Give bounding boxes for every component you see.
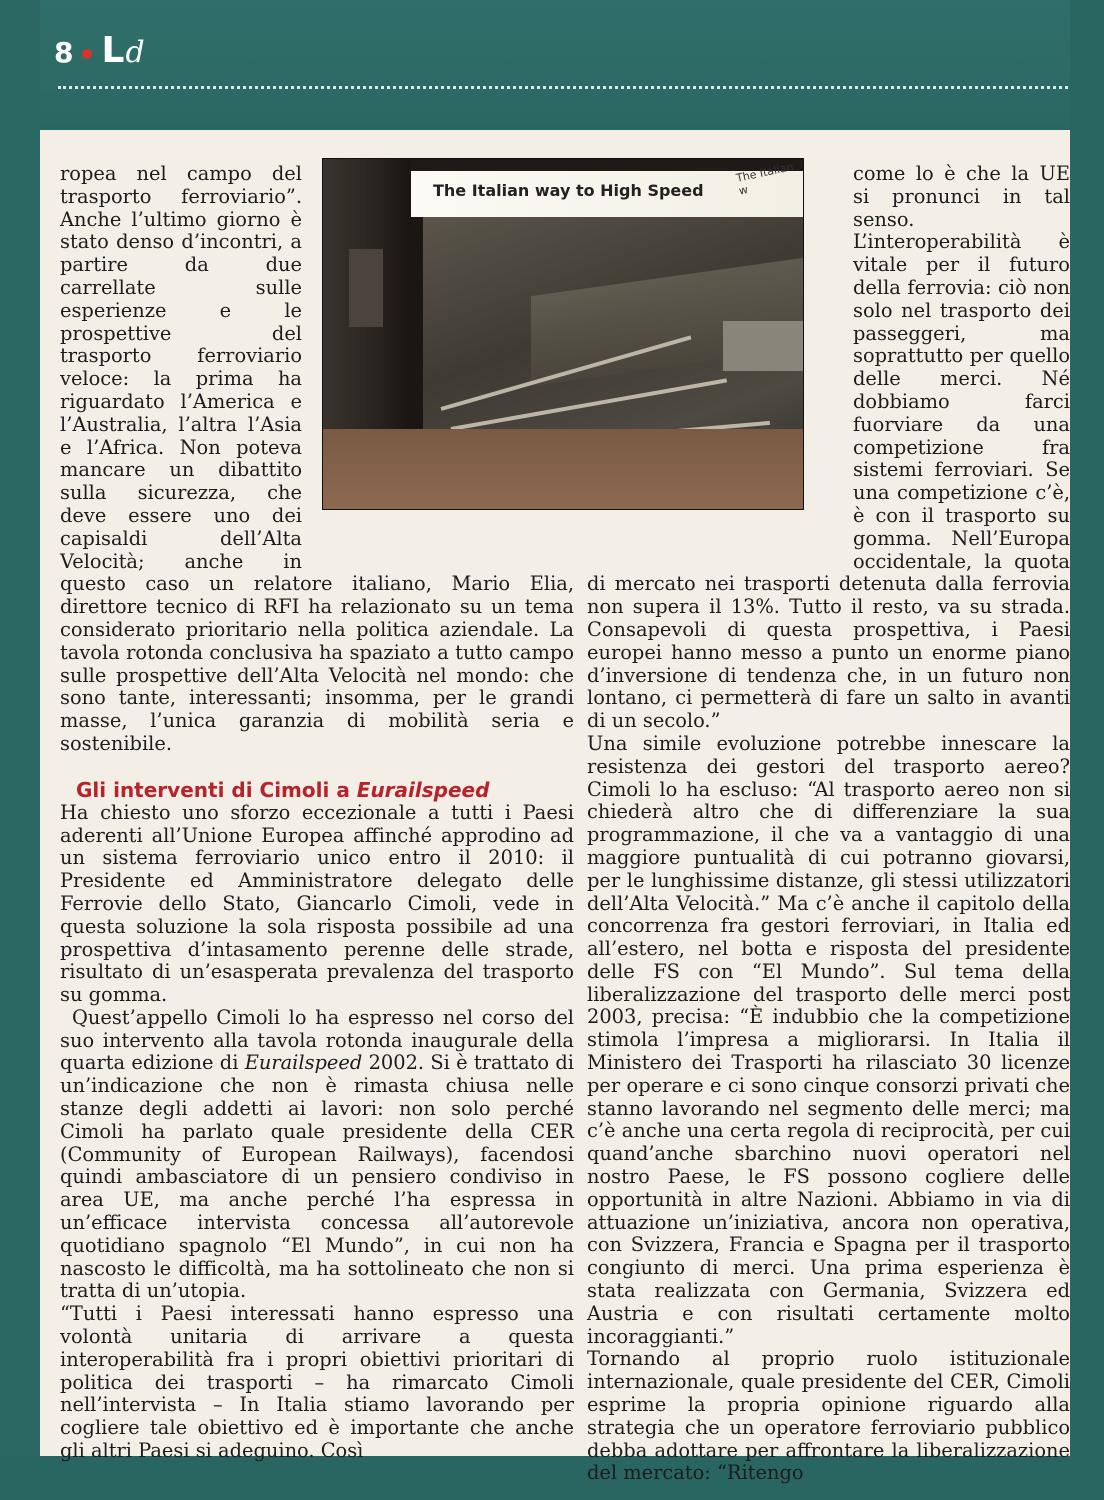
paragraph-eurailspeed-1: Ha chiesto uno sforzo eccezionale a tutti i Paesi aderenti all’Unione Europea affinché approdino ad un sistema ferroviario unico entro il 2010: il Presidente ed Amministratore delegato delle Ferrovie dello Stato, Giancarlo Cimoli, vede in questa soluzione la sola risposta possibile ad una prospettiva d’intasamento perenne delle strade, risultato di un’esasperata prevalenza del trasporto su gomma.	[60, 800, 574, 1007]
section-heading	[76, 778, 574, 802]
right-paragraph-3: Tornando al proprio ruolo istituzionale internazionale, quale presidente del CER, Cimoli esprime la propria opinione riguardo alla strategia che un operatore ferroviario pubblico debba adottare per affrontare la liberalizzazione del mercato: “Ritengo	[587, 1347, 1070, 1485]
section-heading-italic: Eurailspeed	[356, 777, 490, 802]
page-header	[54, 30, 145, 70]
intro-paragraph: ropea nel campo del trasporto ferroviario”. Anche l’ultimo giorno è stato denso d’incontri, a partire da due carrellate sulle esperienze e le prospettive del trasporto ferroviario veloce: la prima ha riguardato l’America e l’Australia, l’altra l’Asia e l’Africa. Non poteva mancare un dibattito sulla sicurezza, che deve essere uno dei capisaldi dell’Alta Velocità; anche in questo caso un relatore italiano, Mario Elia, direttore tecnico di RFI ha relazionato su un tema considerato prioritario nella politica aziendale. La tavola rotonda conclusiva ha spaziato a tutto campo sulle prospettive dell’Alta Velocità nel mondo: che sono tante, interessanti; insomma, per le grandi masse, l’unica garanzia di mobilità seria e sostenibile.	[60, 162, 574, 755]
photo-banner-text: The Italian way to High Speed	[433, 181, 704, 200]
magazine-logo-l: L	[101, 30, 125, 71]
photo-rail-track	[451, 378, 727, 431]
top-color-band	[0, 0, 1104, 130]
paragraph-3-italic: Eurailspeed	[244, 1051, 363, 1075]
header-dotted-rule	[58, 86, 1068, 89]
magazine-logo-d: d	[125, 35, 145, 70]
right-paragraph-1: come lo è che la UE si pronunci in tal senso. L’interoperabilità è vitale per il futuro della ferrovia: ciò non solo nel trasporto dei passeggeri, ma soprattutto per quello delle merci. Né dobbiamo farci fuorviare da una competizione fra sistemi ferroviari. Se una competizione c’è, è con il trasporto su gomma. Nell’Europa occidentale, la quota di mercato nei trasporti detenuta dalla ferrovia non supera il 13%. Tutto il resto, va su strada. Consapevoli di questa prospettiva, i Paesi europei hanno messo a punto un enorme piano d’inversione di tendenza che, in un futuro non lontano, ci permetterà di fare un salto in avanti di un secolo.”	[587, 162, 1070, 733]
page-number: 8	[54, 36, 74, 69]
photo-info-panel-right	[723, 321, 804, 371]
right-color-band	[1070, 0, 1104, 1500]
paragraph-3-start: Quest’appello Cimoli lo ha espresso nel corso del suo intervento alla tavola rotonda inaugurale della quarta edizione di	[60, 1005, 574, 1075]
exhibition-photo	[322, 158, 804, 510]
section-heading-prefix: Gli interventi di Cimoli a	[76, 777, 357, 802]
paragraph-eurailspeed-3: “Tutti i Paesi interessati hanno espresso una volontà unitaria di arrivare a questa interoperabilità fra i propri obiettivi prioritari di politica dei trasporti – ha rimarcato Cimoli nell’intervista – In Italia stiamo lavorando per cogliere tale obiettivo ed è importante che anche gli altri Paesi si adeguino. Così	[60, 1302, 574, 1463]
bullet-dot-icon	[82, 49, 92, 59]
photo-floor	[323, 429, 803, 509]
photo-info-panel-left	[349, 249, 383, 327]
right-paragraph-2: Una simile evoluzione potrebbe innescare la resistenza dei gestori del trasporto aereo? Cimoli lo ha escluso: “Al trasporto aereo non si chiederà altro che di differenziare la sua programmazione, il che va a vantaggio di una maggiore puntualità di cui potranno giovarsi, per le lunghissime distanze, gli stessi utilizzatori dell’Alta Velocità.” Ma c’è anche il capitolo della concorrenza fra gestori ferroviari, in Italia ed all’estero, nel botta e risposta del presidente delle FS con “El Mundo”. Sul tema della liberalizzazione del trasporto delle merci post 2003, precisa: “È indubbio che la competizione stimola l’impresa a migliorarsi. In Italia il Ministero dei Trasporti ha rilasciato 30 licenze per operare e ci sono cinque consorzi privati che stanno lavorando nel segmento delle merci; ma c’è anche una certa regola di reciprocità, per cui quand’anche sbarchino nuovi operatori nel nostro Paese, le FS possono cogliere delle opportunità in altre Nazioni. Abbiamo in via di attuazione un’iniziativa, ancora non operativa, con Svizzera, Francia e Spagna per il trasporto congiunto di merci. Una prima esperienza è stata realizzata con Germania, Svizzera ed Austria e con risultati certamente molto incoraggianti.”	[587, 731, 1070, 1348]
paragraph-3-end: 2002. Si è trattato di un’indicazione che non è rimasta chiusa nelle stanze degli addetti ai lavori: non solo perché Cimoli ha parlato quale presidente della CER (Community of European Railways), facendosi quindi ambasciatore di un pensiero condiviso in area UE, ma anche perché l’ha espressa in un’efficace intervista concessa all’autorevole quotidiano spagnolo “El Mundo”, in cui non ha nascosto le difficoltà, ma ha sottolineato che non si tratta di un’utopia.	[60, 1051, 575, 1303]
left-color-band	[0, 0, 40, 1500]
paragraph-eurailspeed-2	[60, 1007, 574, 1303]
photo-banner-side-text: The Italian w	[735, 160, 795, 198]
